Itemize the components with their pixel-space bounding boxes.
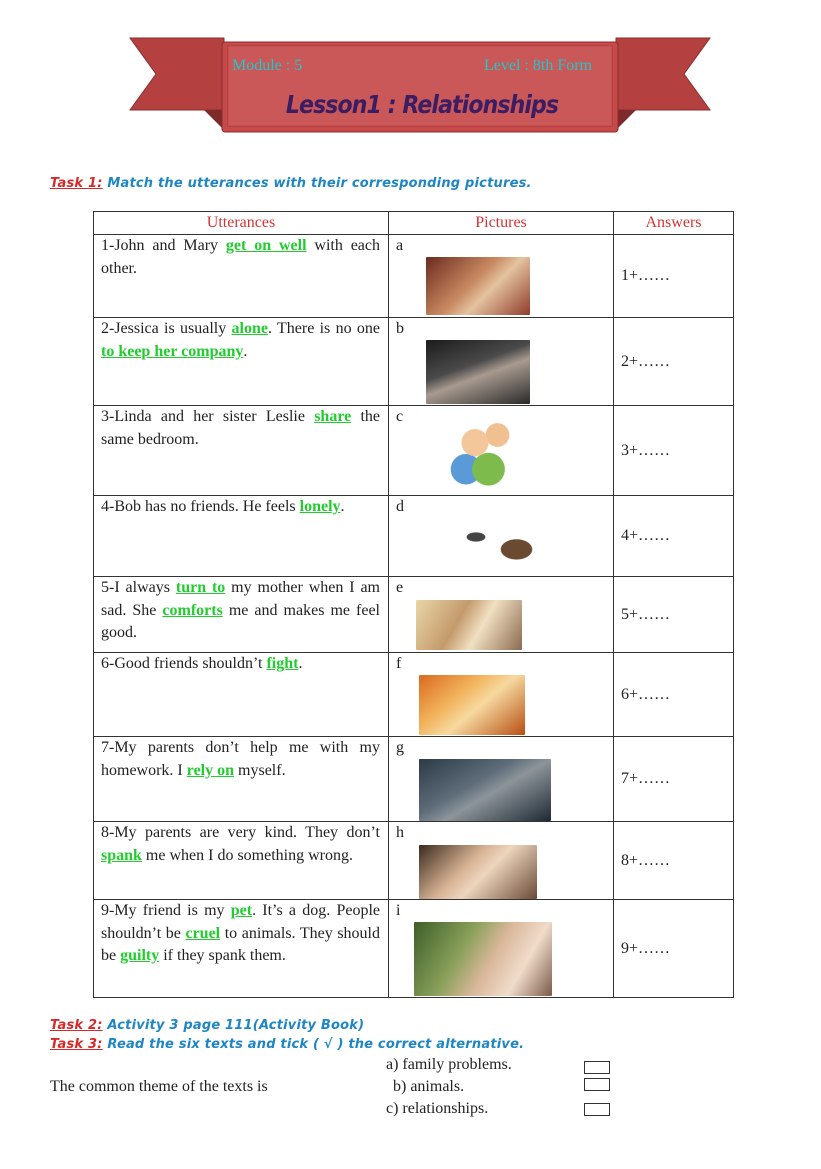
- question-stem: The common theme of the texts is: [50, 1078, 268, 1095]
- key-expression: turn to: [175, 579, 226, 596]
- picture-cell: [389, 318, 614, 406]
- answer-cell[interactable]: 6+……: [614, 653, 734, 737]
- answer-cell[interactable]: 9+……: [614, 900, 734, 998]
- photo-image: [426, 340, 530, 404]
- utterance-cell: [94, 737, 389, 822]
- table-row: [94, 496, 734, 577]
- utterance-text: to animals. They should be: [101, 924, 380, 964]
- task1-text: Match the utterances with their corresponding pictures.: [102, 176, 532, 191]
- table-row: [94, 318, 734, 406]
- checkbox-option-a[interactable]: [584, 1061, 610, 1074]
- level-label: Level : 8th Form: [484, 57, 592, 74]
- utterance-text: me and makes me feel good.: [101, 601, 381, 641]
- table-row: [94, 822, 734, 900]
- matching-table: [93, 211, 734, 998]
- key-expression: cruel: [185, 924, 221, 942]
- picture-letter: i: [396, 902, 401, 919]
- picture-cell: [389, 822, 614, 900]
- key-expression: lonely: [299, 498, 341, 515]
- checkbox-option-c[interactable]: [584, 1103, 610, 1116]
- utterance-text: me when I do something wrong.: [141, 846, 353, 864]
- picture-cell: [389, 737, 614, 822]
- answer-cell[interactable]: 3+……: [614, 406, 734, 496]
- option-c: c) relationships.: [386, 1100, 489, 1117]
- photo-image: [426, 257, 530, 315]
- key-expression: get on well: [225, 237, 307, 254]
- utterance-text: . There is no one: [268, 320, 380, 337]
- photo-image: [419, 675, 525, 735]
- key-expression: to keep her company: [101, 342, 244, 360]
- utterance-text: with each other.: [101, 237, 381, 277]
- utterance-text: . It’s a dog. People shouldn’t be: [101, 902, 381, 942]
- picture-letter: g: [396, 739, 404, 756]
- answer-cell[interactable]: 8+……: [614, 822, 734, 900]
- picture-cell: [389, 900, 614, 998]
- utterance-cell: [94, 235, 389, 318]
- title-banner: [120, 20, 720, 150]
- picture-letter: c: [396, 408, 404, 425]
- key-expression: pet: [230, 902, 253, 919]
- answer-cell[interactable]: 1+……: [614, 235, 734, 318]
- utterance-cell: [94, 577, 389, 653]
- task1-label: Task 1:: [50, 176, 103, 191]
- key-expression: fight: [266, 655, 299, 672]
- lesson-title: Lesson1 : Relationships: [285, 90, 559, 119]
- utterance-cell: [94, 406, 389, 496]
- utterance-text: myself.: [234, 761, 286, 779]
- utterance-text: 7-My parents don’t help me with my homework. I: [101, 739, 380, 779]
- utterance-cell: [94, 822, 389, 900]
- task2-instruction: [50, 1018, 364, 1033]
- utterance-text: my mother when I am sad. She: [101, 579, 380, 619]
- key-expression: guilty: [120, 947, 160, 964]
- key-expression: share: [314, 408, 352, 425]
- utterance-text: the same bedroom.: [101, 408, 381, 448]
- utterance-text: 2-Jessica is usually: [101, 320, 232, 337]
- answer-cell[interactable]: 7+……: [614, 737, 734, 822]
- utterance-text: 5-I always: [101, 579, 176, 596]
- picture-cell: [389, 406, 614, 496]
- utterance-text: 9-My friend is my: [101, 902, 231, 919]
- utterance-cell: [94, 653, 389, 737]
- photo-image: [414, 922, 552, 996]
- table-row: [94, 737, 734, 822]
- task2-text: Activity 3 page 111(Activity Book): [102, 1018, 365, 1033]
- picture-letter: d: [396, 498, 404, 515]
- answer-cell[interactable]: 4+……: [614, 496, 734, 577]
- utterance-text: .: [243, 342, 248, 360]
- table-row: [94, 653, 734, 737]
- utterance-text: 3-Linda and her sister Leslie: [101, 408, 315, 425]
- utterance-cell: [94, 900, 389, 998]
- photo-image: [449, 506, 539, 568]
- column-header-pictures: Pictures: [389, 212, 614, 235]
- utterance-text: 4-Bob has no friends. He feels: [101, 498, 300, 515]
- key-expression: comforts: [162, 601, 223, 619]
- table-row: [94, 900, 734, 998]
- photo-image: [419, 845, 537, 899]
- option-b: b) animals.: [393, 1078, 465, 1095]
- picture-letter: f: [396, 655, 402, 672]
- utterance-text: .: [340, 498, 345, 515]
- utterance-text: if they spank them.: [159, 947, 286, 964]
- answer-cell[interactable]: 2+……: [614, 318, 734, 406]
- picture-letter: a: [396, 237, 404, 254]
- utterance-cell: [94, 318, 389, 406]
- table-row: [94, 406, 734, 496]
- table-row: [94, 577, 734, 653]
- picture-letter: b: [396, 320, 404, 337]
- utterance-text: 1-John and Mary: [101, 237, 226, 254]
- photo-image: [439, 416, 529, 492]
- utterance-text: 6-Good friends shouldn’t: [101, 655, 267, 672]
- table-row: [94, 235, 734, 318]
- picture-cell: [389, 235, 614, 318]
- key-expression: rely on: [186, 761, 235, 779]
- column-header-answers: Answers: [614, 212, 734, 235]
- utterance-text: 8-My parents are very kind. They don’t: [101, 824, 380, 841]
- task1-instruction: [50, 176, 532, 191]
- picture-cell: [389, 577, 614, 653]
- utterance-cell: [94, 496, 389, 577]
- answer-cell[interactable]: 5+……: [614, 577, 734, 653]
- picture-letter: h: [396, 824, 404, 841]
- key-expression: alone: [231, 320, 268, 337]
- checkbox-option-b[interactable]: [584, 1078, 610, 1091]
- key-expression: spank: [101, 846, 142, 864]
- option-a: a) family problems.: [386, 1056, 512, 1073]
- table-header-row: [94, 212, 734, 235]
- task3-label: Task 3:: [50, 1037, 103, 1052]
- task3-text: Read the six texts and tick ( √ ) the correct alternative.: [102, 1037, 525, 1052]
- photo-image: [416, 600, 522, 650]
- utterance-text: .: [298, 655, 303, 672]
- task3-instruction: [50, 1037, 524, 1052]
- picture-letter: e: [396, 579, 404, 596]
- photo-image: [419, 759, 551, 821]
- picture-cell: [389, 496, 614, 577]
- module-label: Module : 5: [232, 57, 303, 74]
- column-header-utterances: Utterances: [94, 212, 389, 235]
- picture-cell: [389, 653, 614, 737]
- task2-label: Task 2:: [50, 1018, 103, 1033]
